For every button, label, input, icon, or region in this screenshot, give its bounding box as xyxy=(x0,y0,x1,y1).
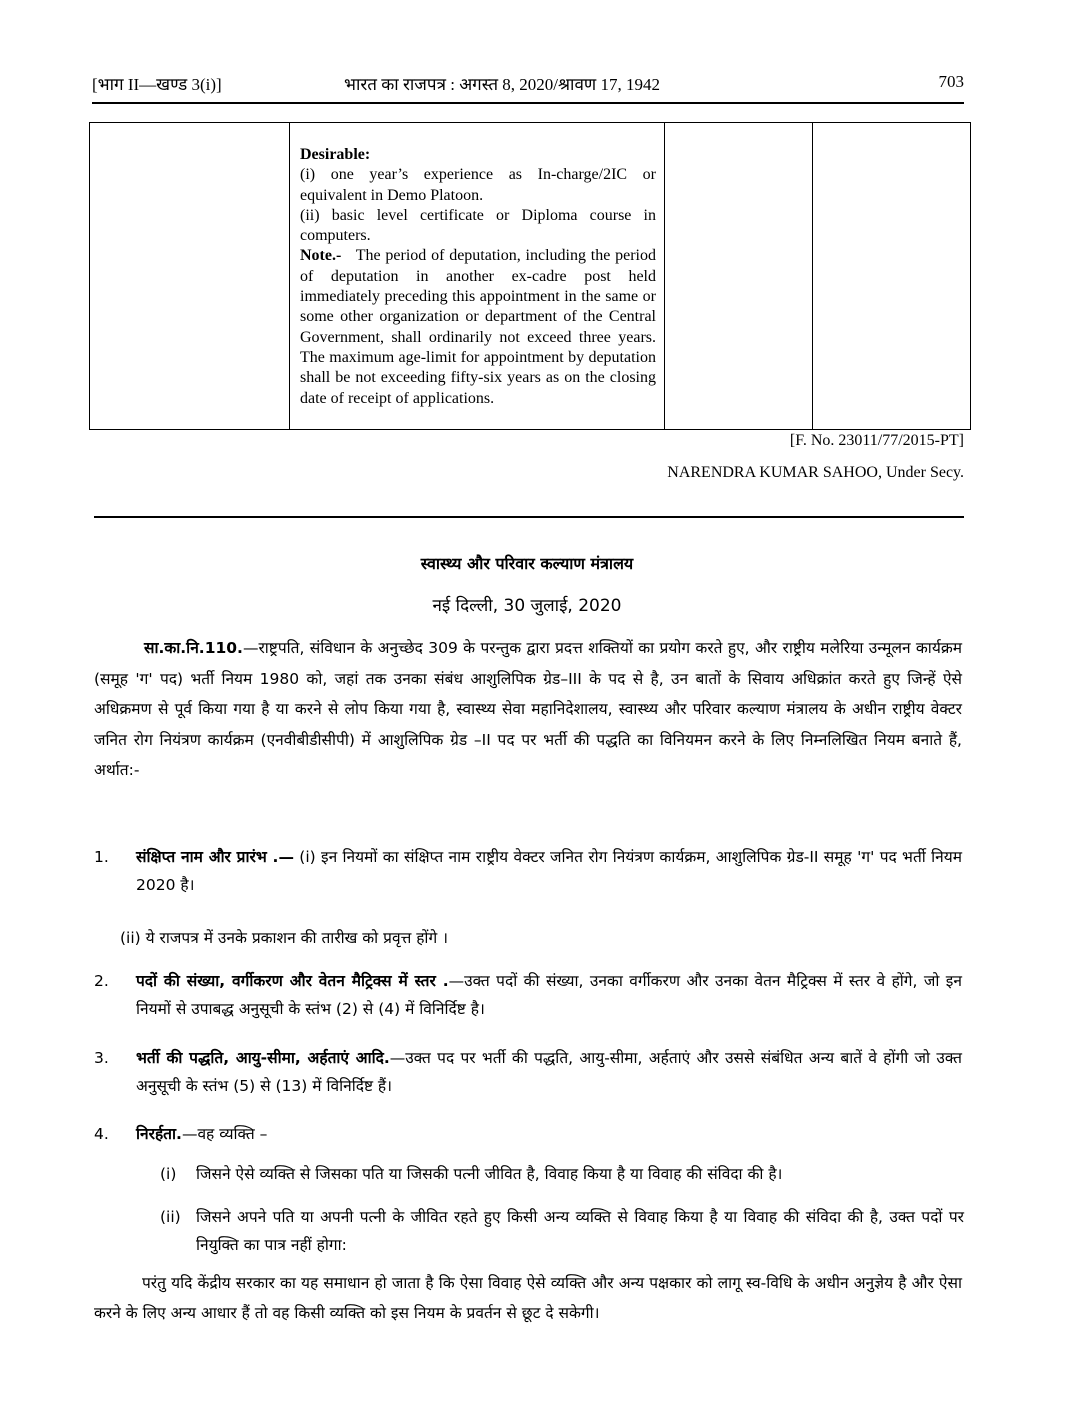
item-number: (ii) xyxy=(160,1208,181,1226)
intro-paragraph xyxy=(94,633,962,786)
rule-heading: संक्षिप्त नाम और प्रारंभ .— xyxy=(136,848,294,866)
note-label: Note.- xyxy=(300,247,342,265)
notification-ref: सा.का.नि.110. xyxy=(144,639,243,657)
table-row xyxy=(90,123,971,430)
desirable-item-2: (ii) basic level certificate or Diploma course in computers. xyxy=(300,206,656,245)
rule-1-sub: (ii) ये राजपत्र में उनके प्रकाशन की तारीख को प्रवृत्त होंगे । xyxy=(120,929,448,947)
disqualification-item xyxy=(160,1203,964,1259)
rule-text: —उक्त पद पर भर्ती की पद्धति, आयु-सीमा, अर्हताएं और उससे संबंधित अन्य बातें वे होंगी जो उक्त अनुसूची के स्तंभ (5) से (13) में विनिर्दिष्ट हैं। xyxy=(136,1049,962,1095)
desirable-heading: Desirable: xyxy=(300,146,371,163)
rule-2 xyxy=(94,967,962,1023)
note-paragraph xyxy=(300,246,656,408)
table-cell-empty xyxy=(90,123,290,430)
rule-4 xyxy=(94,1120,962,1148)
item-text: जिसने ऐसे व्यक्ति से जिसका पति या जिसकी पत्नी जीवित है, विवाह किया है या विवाह की संविदा की है। xyxy=(196,1165,783,1183)
header-part: [भाग II—खण्ड 3(i)] xyxy=(92,75,222,94)
page-number: 703 xyxy=(938,72,964,91)
header-divider xyxy=(92,102,964,104)
rule-1 xyxy=(94,843,962,899)
signatory: NARENDRA KUMAR SAHOO, Under Secy. xyxy=(667,464,964,481)
intro-text: —राष्ट्रपति, संविधान के अनुच्छेद 309 के परन्तुक द्वारा प्रदत्त शक्तियों का प्रयोग करते हुए, और राष्ट्रीय मलेरिया उन्मूलन कार्यक्रम (समूह 'ग' पद) भर्ती नियम 1980 को, जहां तक उनका संबंध आशुलिपिक ग्रेड–III के पद से है, उन बातों के सिवाय अधिक्रांत करते हुए जिन्हें ऐसे अधिक्रमण से पूर्व किया गया है या करने से लोप किया गया है, स्वास्थ्य सेवा महानिदेशालय, स्वास्थ्य और परिवार कल्याण मंत्रालय के अधीन राष्ट्रीय वेक्टर जनित रोग नियंत्रण कार्यक्रम (एनवीबीडीसीपी) में आशुलिपिक ग्रेड –II पद पर भर्ती की पद्धति का विनियमन करने के लिए निम्नलिखित नियम बनाते हैं, अर्थात:- xyxy=(94,639,962,779)
header-gazette-date: भारत का राजपत्र : अगस्त 8, 2020/श्रावण 17, 1942 xyxy=(344,75,660,94)
desirable-item-1: (i) one year’s experience as In-charge/2IC or equivalent in Demo Platoon. xyxy=(300,166,656,204)
rule-text: (i) इन नियमों का संक्षिप्त नाम राष्ट्रीय वेक्टर जनित रोग नियंत्रण कार्यक्रम, आशुलिपिक ग्रेड-II समूह 'ग' पद भर्ती नियम 2020 है। xyxy=(136,848,963,894)
table-cell-qualifications xyxy=(290,123,665,430)
file-number: [F. No. 23011/77/2015-PT] xyxy=(789,432,964,449)
table-cell-empty xyxy=(665,123,813,430)
page-header xyxy=(92,72,964,100)
rule-text: —वह व्यक्ति – xyxy=(181,1125,268,1143)
item-number: (i) xyxy=(160,1165,177,1183)
rule-number: 4. xyxy=(94,1125,109,1143)
item-text: जिसने अपने पति या अपनी पत्नी के जीवित रहते हुए किसी अन्य व्यक्ति से विवाह किया है या विवाह की संविदा की है, उक्त पदों पर नियुक्ति का पात्र नहीं होगा: xyxy=(196,1208,964,1254)
section-divider xyxy=(94,516,964,518)
schedule-table xyxy=(89,122,971,430)
rule-heading: निरर्हता. xyxy=(136,1125,182,1143)
disqualification-item xyxy=(160,1160,964,1188)
rule-3 xyxy=(94,1044,962,1100)
place-date: नई दिल्ली, 30 जुलाई, 2020 xyxy=(432,596,622,616)
ministry-title: स्वास्थ्य और परिवार कल्याण मंत्रालय xyxy=(420,554,634,573)
rule-number: 2. xyxy=(94,972,109,990)
table-cell-empty xyxy=(813,123,971,430)
note-text: The period of deputation, including the period of deputation in another ex-cadre post held immediately preceding this appointment in the same or some other organization or department of the Central Government, shall ordinarily not exceed three years. The maximum age-limit for appointment by deputation shall be not exceeding fifty-six years as on the closing date of receipt of applications. xyxy=(300,247,656,407)
proviso-paragraph: परंतु यदि केंद्रीय सरकार का यह समाधान हो जाता है कि ऐसा विवाह ऐसे व्यक्ति और अन्य पक्षकार को लागू स्व-विधि के अधीन अनुज्ञेय है और ऐसा करने के लिए अन्य आधार हैं तो वह किसी व्यक्ति को इस नियम के प्रवर्तन से छूट दे सकेगी। xyxy=(94,1274,962,1322)
rule-heading: भर्ती की पद्धति, आयु-सीमा, अर्हताएं आदि. xyxy=(136,1049,390,1067)
rule-number: 3. xyxy=(94,1049,109,1067)
rule-text: —उक्त पदों की संख्या, उनका वर्गीकरण और उनका वेतन मैट्रिक्स में स्तर वे होंगे, जो इन नियमों से उपाबद्ध अनुसूची के स्तंभ (2) से (4) में विनिर्दिष्ट है। xyxy=(136,972,962,1018)
rule-heading: पदों की संख्या, वर्गीकरण और वेतन मैट्रिक्स में स्तर . xyxy=(136,972,449,990)
rule-number: 1. xyxy=(94,848,109,866)
